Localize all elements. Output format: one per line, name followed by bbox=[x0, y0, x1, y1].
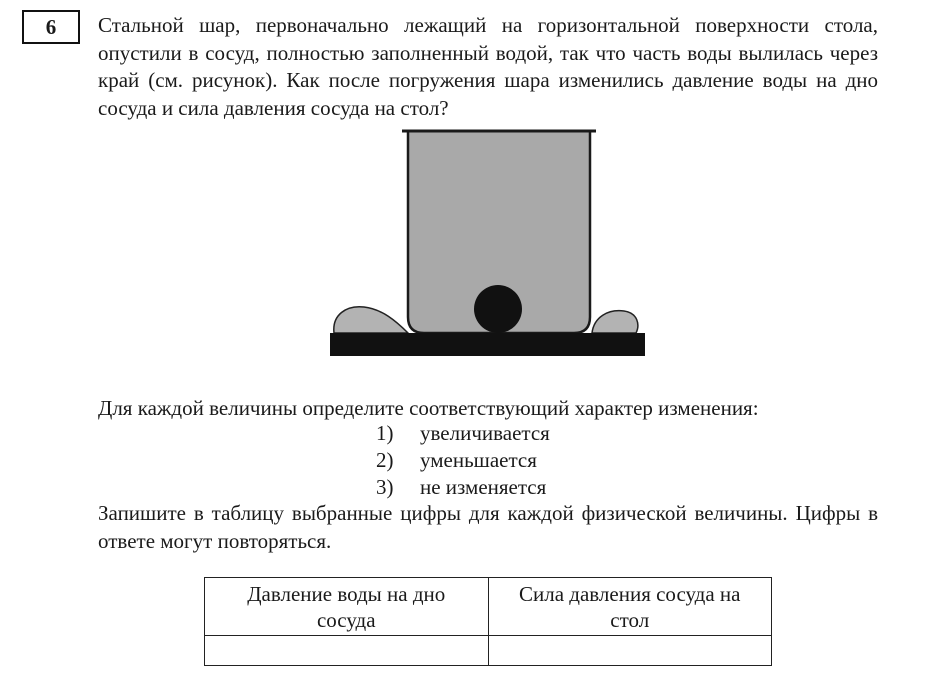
answer-header-pressure: Давление воды на дно сосуда bbox=[205, 578, 489, 636]
instruction-text: Для каждой величины определите соответствующий характер изменения: bbox=[98, 396, 759, 420]
table-surface bbox=[330, 333, 645, 356]
answer-cell-force[interactable] bbox=[488, 636, 772, 666]
write-note: Запишите в таблицу выбранные цифры для каждой физической величины. Цифры в ответе могут повторяться. bbox=[98, 501, 878, 553]
steel-ball bbox=[474, 285, 522, 333]
option-text: не изменяется bbox=[420, 475, 547, 499]
option-item bbox=[376, 420, 550, 447]
vessel-figure bbox=[330, 125, 650, 361]
option-text: увеличивается bbox=[420, 421, 550, 445]
option-text: уменьшается bbox=[420, 448, 537, 472]
spilled-water-right bbox=[592, 311, 638, 333]
question-text: Стальной шар, первоначально лежащий на горизонтальной поверхности стола, опустили в сосуд, полностью заполненный водой, так что часть воды вылилась через край (см. рисунок). Как после погружения шара изменились давление воды на дно сосуда и сила давления сосуда на стол? bbox=[98, 13, 878, 120]
option-number: 2) bbox=[376, 448, 394, 472]
task-number: 6 bbox=[22, 10, 80, 44]
options-list bbox=[376, 420, 550, 501]
answer-table bbox=[204, 577, 772, 666]
option-item bbox=[376, 474, 550, 501]
option-item bbox=[376, 447, 550, 474]
option-number: 1) bbox=[376, 421, 394, 445]
answer-header-force: Сила давления сосуда на стол bbox=[488, 578, 772, 636]
spilled-water-left bbox=[334, 307, 408, 333]
option-number: 3) bbox=[376, 475, 394, 499]
answer-cell-pressure[interactable] bbox=[205, 636, 489, 666]
